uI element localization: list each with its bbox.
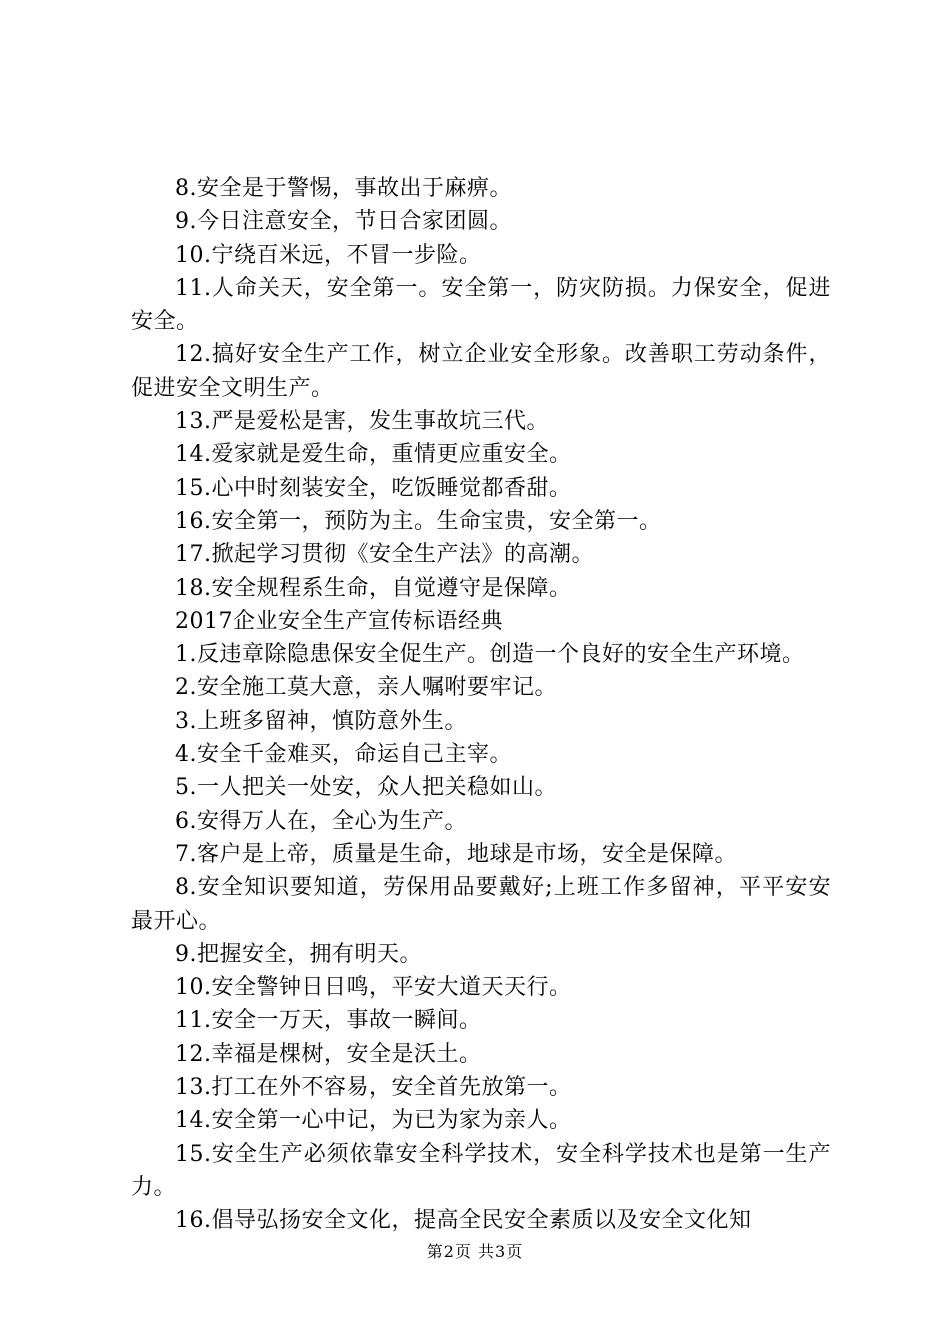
paragraph: 15.心中时刻装安全，吃饭睡觉都香甜。 <box>175 475 572 501</box>
page-number-footer: 第2页 共3页 <box>426 1242 524 1261</box>
paragraph: 18.安全规程系生命，自觉遵守是保障。 <box>175 575 572 601</box>
paragraph: 10.安全警钟日日鸣，平安大道天天行。 <box>175 975 572 1001</box>
paragraph: 2.安全施工莫大意，亲人嘱咐要牢记。 <box>175 675 557 701</box>
paragraph: 3.上班多留神，慎防意外生。 <box>175 708 467 734</box>
paragraph: 6.安得万人在，全心为生产。 <box>175 808 467 834</box>
paragraph: 12.搞好安全生产工作，树立企业安全形象。改善职工劳动条件，促进安全文明生产。 <box>131 342 831 401</box>
paragraph: 11.人命关天，安全第一。安全第一，防灾防损。力保安全，促进安全。 <box>131 275 831 335</box>
paragraph: 14.安全第一心中记，为已为家为亲人。 <box>175 1108 572 1134</box>
paragraph: 12.幸福是棵树，安全是沃土。 <box>175 1041 482 1067</box>
paragraph: 15.安全生产必须依靠安全科学技术，安全科学技术也是第一生产力。 <box>131 1141 831 1200</box>
paragraph: 5.一人把关一处安，众人把关稳如山。 <box>175 775 557 801</box>
paragraph: 14.爱家就是爱生命，重情更应重安全。 <box>175 442 572 468</box>
document-body <box>131 172 831 1238</box>
paragraph: 8.安全是于警惕，事故出于麻痹。 <box>175 176 512 201</box>
paragraph: 9.今日注意安全，节日合家团圆。 <box>175 209 512 235</box>
paragraph: 4.安全千金难买，命运自己主宰。 <box>175 742 512 768</box>
paragraph: 13.严是爱松是害，发生事故坑三代。 <box>175 409 549 435</box>
paragraph: 1.反违章除隐患保安全促生产。创造一个良好的安全生产环境。 <box>175 642 805 668</box>
paragraph: 16.安全第一，预防为主。生命宝贵，安全第一。 <box>175 508 662 534</box>
paragraph: 13.打工在外不容易，安全首先放第一。 <box>175 1075 572 1101</box>
paragraph: 8.安全知识要知道，劳保用品要戴好;上班工作多留神，平平安安最开心。 <box>131 875 831 934</box>
paragraph: 17.掀起学习贯彻《安全生产法》的高潮。 <box>175 542 594 568</box>
paragraph: 16.倡导弘扬安全文化，提高全民安全素质以及安全文化知 <box>175 1208 752 1234</box>
paragraph: 7.客户是上帝，质量是生命，地球是市场，安全是保障。 <box>175 841 737 867</box>
paragraph: 9.把握安全，拥有明天。 <box>175 941 422 967</box>
section-heading: 2017企业安全生产宣传标语经典 <box>175 608 503 634</box>
paragraph: 11.安全一万天，事故一瞬间。 <box>175 1008 482 1034</box>
paragraph: 10.宁绕百米远，不冒一步险。 <box>175 242 482 268</box>
